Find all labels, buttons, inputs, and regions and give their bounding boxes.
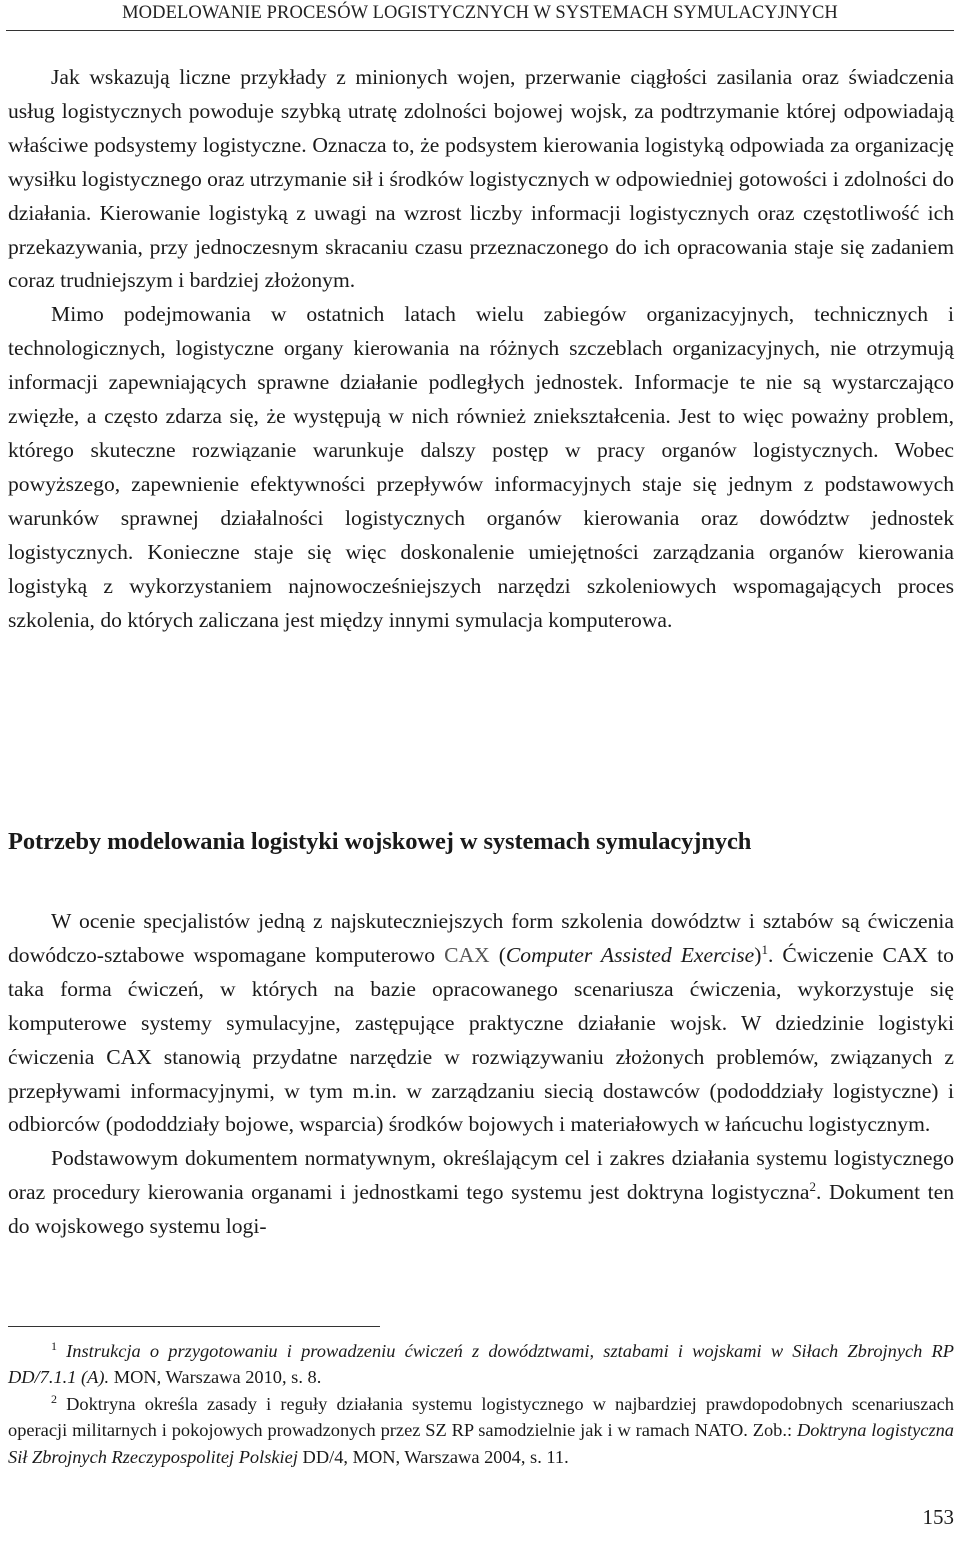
footnote-1-publisher: MON, Warszawa 2010, s. 8. (109, 1367, 322, 1388)
footnote-2-title: Doktryna logistyczna Sił Zbrojnych Rzeczypospolitej Polskiej (8, 1420, 955, 1467)
paragraph-4 (8, 1142, 954, 1244)
header-rule (6, 30, 954, 31)
footnotes (8, 1338, 954, 1470)
footnote-2-number: 2 (51, 1391, 57, 1406)
page-number: 153 (922, 1505, 954, 1529)
paragraph-3-text-a: W ocenie specjalistów jedną z najskuteczniejszych form szkolenia dowództw i sztabów są ćwiczenia dowódczo-sztabowe wspomagane komputerowo (8, 909, 954, 967)
body-text-section (8, 905, 954, 1244)
paragraph-3 (8, 905, 954, 1142)
footnote-2-text-a: Doktryna określa zasady i reguły działania systemu logistycznego w najbardziej prawdopodobnych scenariuszach operacji militarnych i pokojowych prowadzonych przez SZ RP samodzielnie jak i w ramach NATO. Zob.: (8, 1393, 954, 1441)
running-header: MODELOWANIE PROCESÓW LOGISTYCZNYCH W SYSTEMACH SYMULACYJNYCH (122, 3, 838, 23)
body-text-intro (8, 61, 954, 637)
paragraph-3-text-b: . Ćwiczenie CAX to taka forma ćwiczeń, w których na bazie opracowanego scenariusza ćwiczenia, wykorzystuje się komputerowe systemy symulacyjne, zastępujące praktyczne działanie wojsk. W dziedzinie logistyki ćwiczenia CAX stanowią przydatne narzędzie w rozwiązywaniu złożonych problemów, związanych z przepływami informacyjnymi, w tym m.in. w zarządzaniu siecią dostawców (pododdziały logistyczne) i odbiorców (pododdziały bojowe, wsparcia) środków bojowych i materiałowych w łańcuchu logistycznym. (8, 942, 954, 1137)
paragraph-1: Jak wskazują liczne przykłady z minionych wojen, przerwanie ciągłości zasilania oraz świadczenia usług logistycznych powoduje szybką utratę zdolności bojowej wojsk, za podtrzymanie której odpowiadają właściwe podsystemy logistyczne. Oznacza to, że podsystem kierowania logistyką odpowiada za organizację wysiłku logistycznego oraz utrzymanie sił i środków logistycznych w odpowiedniej gotowości i zdolności do działania. Kierowanie logistyką z uwagi na wzrost liczby informacji logistycznych oraz częstotliwość ich przekazywania, przy jednoczesnym skracaniu czasu przeznaczonego do ich opracowania staje się zadaniem coraz trudniejszym i bardziej złożonym. (8, 65, 954, 293)
footnote-2-text-b: DD/4, MON, Warszawa 2004, s. 11. (297, 1446, 569, 1467)
footnote-1-title: Instrukcja o przygotowaniu i prowadzeniu ćwiczeń z dowództwami, sztabami i wojskami w Siłach Zbrojnych RP DD/7.1.1 (A). (8, 1341, 954, 1388)
paren-open: ( (489, 942, 506, 967)
paragraph-4-text-b: . Dokument ten do wojskowego systemu logi- (8, 1180, 955, 1239)
cax-abbreviation: CAX (444, 942, 490, 967)
footnote-ref-2[interactable]: 2 (809, 1179, 817, 1195)
footnote-2 (8, 1391, 954, 1470)
footnote-ref-1[interactable]: 1 (761, 941, 768, 957)
paragraph-4-text-a: Podstawowym dokumentem normatywnym, określającym cel i zakres działania systemu logistycznego oraz procedury kierowania organami i jednostkami tego systemu jest doktryna logistyczna (8, 1146, 954, 1205)
paren-close: ) (754, 942, 762, 967)
section-heading: Potrzeby modelowania logistyki wojskowej w systemach symulacyjnych (8, 828, 752, 855)
footnote-separator (8, 1326, 380, 1327)
footnote-1 (8, 1338, 954, 1391)
footnote-1-number: 1 (51, 1338, 57, 1353)
cax-expansion: Computer Assisted Exercise (505, 942, 755, 967)
paragraph-2: Mimo podejmowania w ostatnich latach wielu zabiegów organizacyjnych, technicznych i technologicznych, logistyczne organy kierowania na różnych szczeblach organizacyjnych, nie otrzymują informacji zapewniających sprawne działanie podległych jednostek. Informacje te nie są wystarczająco zwięzłe, a często zdarza się, że występują w nich również zniekształcenia. Jest to więc poważny problem, którego skuteczne rozwiązanie warunkuje dalszy postęp w pracy organów logistycznych. Wobec powyższego, zapewnienie efektywności przepływów informacyjnych staje się jednym z podstawowych warunków sprawnej działalności logistycznych organów kierowania oraz dowództw jednostek logistycznych. Konieczne staje się więc doskonalenie umiejętności zarządzania organów kierowania logistyką z wykorzystaniem najnowocześniejszych narzędzi szkoleniowych wspomagających proces szkolenia, do których zaliczana jest między innymi symulacja komputerowa. (8, 302, 954, 632)
